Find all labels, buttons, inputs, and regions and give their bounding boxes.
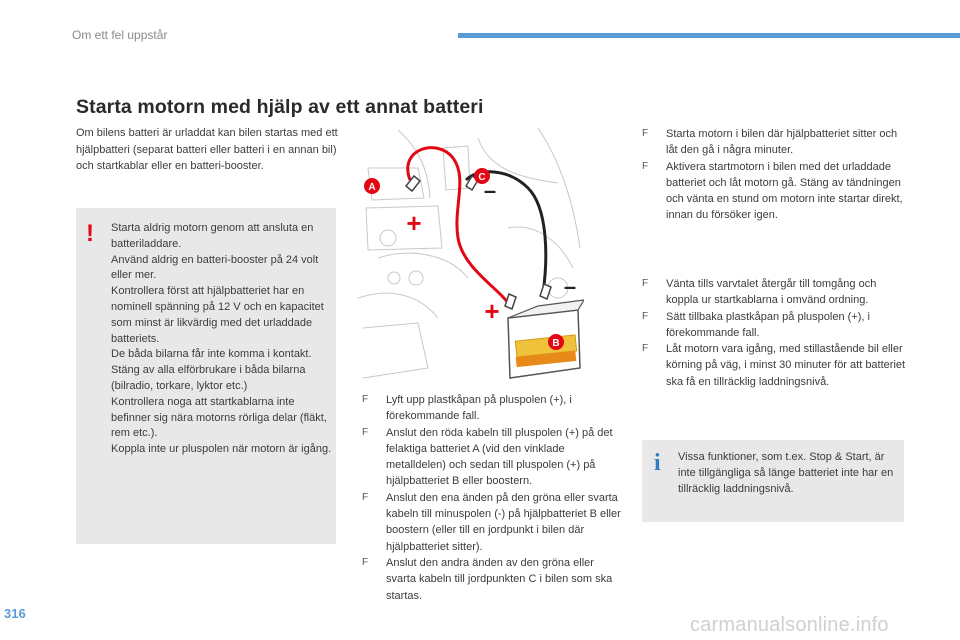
header-accent-bar — [458, 33, 960, 38]
label-b: B — [552, 338, 560, 349]
step-text: Låt motorn vara igång, med stillastående bil eller körning på väg, i minst 30 minuter för att batteriet ska få en tillräcklig laddningsnivå. — [666, 343, 906, 388]
list-item — [642, 276, 910, 309]
label-a: A — [368, 182, 376, 193]
watermark: carmanualsonline.info — [690, 614, 889, 636]
section-label: Om ett fel uppstår — [72, 28, 168, 42]
step-text: Starta motorn i bilen där hjälpbatteriet sitter och låt den gå i några minuter. — [666, 128, 898, 157]
step-text: Vänta tills varvtalet återgår till tomgång och koppla ur startkablarna i omvänd ordning. — [666, 278, 877, 307]
steps-list-middle — [362, 392, 624, 604]
page-title: Starta motorn med hjälp av ett annat batteri — [76, 96, 484, 118]
warning-line: Använd aldrig en batteri-booster på 24 volt eller mer. — [111, 253, 319, 282]
minus-sign-top: – — [483, 178, 497, 203]
bullet-icon: F — [362, 491, 369, 503]
step-text: Anslut den röda kabeln till pluspolen (+) på det felaktiga batteriet A (vid den vinklade metalldelen) och sedan till pluspolen (+) på hjälpbatteriet B eller boostern. — [386, 426, 613, 488]
list-item — [642, 309, 910, 342]
warning-line: Kontrollera först att hjälpbatteriet har en nominell spänning på 12 V och en kapacitet som minst är likvärdig med det urladdade batteriets. — [111, 285, 324, 345]
warning-line: Kontrollera noga att startkablarna inte befinner sig nära motorns rörliga delar (fläkt, rem etc.). — [111, 395, 327, 440]
bullet-icon: F — [642, 160, 649, 172]
step-text: Anslut den ena änden på den gröna eller svarta kabeln till minuspolen (-) på hjälpbatteriet B eller boostern (eller till en jordpunkt i bilen där hjälpbatteriet sitter). — [386, 491, 621, 553]
list-item — [642, 159, 910, 224]
list-item — [642, 341, 910, 390]
info-text: Vissa funktioner, som t.ex. Stop & Start, är inte tillgängliga så länge batteriet inte har en tillräcklig laddningsnivå. — [678, 451, 894, 495]
plus-sign-top: + — [406, 208, 422, 238]
step-text: Aktivera startmotorn i bilen med det urladdade batteriet och låt motorn gå. Stäng av tändningen och vänta en stund om motorn inte startar direkt, innan du försöker igen. — [666, 160, 903, 222]
step-text: Sätt tillbaka plastkåpan på pluspolen (+), i förekommande fall. — [666, 310, 870, 339]
bullet-icon: F — [642, 128, 649, 139]
warning-text — [111, 221, 333, 458]
list-item — [362, 392, 624, 425]
minus-sign-bottom: – — [563, 274, 577, 299]
intro-paragraph: Om bilens batteri är urladdat kan bilen startas med ett hjälpbatteri (separat batteri eller batteri i en annan bil) och startkablar eller en batteri-booster. — [76, 127, 338, 172]
plus-sign-bottom: + — [484, 296, 500, 326]
list-item — [642, 126, 910, 159]
bullet-icon: F — [642, 343, 649, 355]
info-box — [642, 440, 904, 522]
step-text: Anslut den andra änden av den gröna eller svarta kabeln till jordpunkten C i bilen som ska startas. — [386, 556, 613, 602]
list-item — [362, 490, 624, 555]
bullet-icon: F — [642, 310, 649, 322]
label-c: C — [478, 172, 486, 183]
info-icon: i — [654, 450, 661, 476]
bullet-icon: F — [362, 394, 369, 405]
jump-start-illustration — [358, 128, 584, 386]
page-number: 316 — [4, 606, 26, 621]
step-text: Lyft upp plastkåpan på pluspolen (+), i förekommande fall. — [386, 394, 572, 423]
warning-line: Stäng av alla elförbrukare i båda bilarna (bilradio, torkare, lyktor etc.) — [111, 364, 306, 392]
steps-list-right-bottom — [642, 276, 910, 390]
exclamation-icon: ! — [86, 220, 94, 247]
list-item — [362, 425, 624, 490]
bullet-icon: F — [362, 556, 369, 568]
bullet-icon: F — [362, 426, 369, 438]
list-item — [362, 555, 624, 604]
warning-box — [76, 208, 336, 544]
warning-line: Starta aldrig motorn genom att ansluta en batteriladdare. — [111, 222, 314, 250]
bullet-icon: F — [642, 278, 649, 289]
warning-line: Koppla inte ur pluspolen när motorn är igång. — [111, 443, 332, 456]
steps-list-right-top — [642, 126, 910, 224]
warning-line: De båda bilarna får inte komma i kontakt. — [111, 348, 312, 361]
